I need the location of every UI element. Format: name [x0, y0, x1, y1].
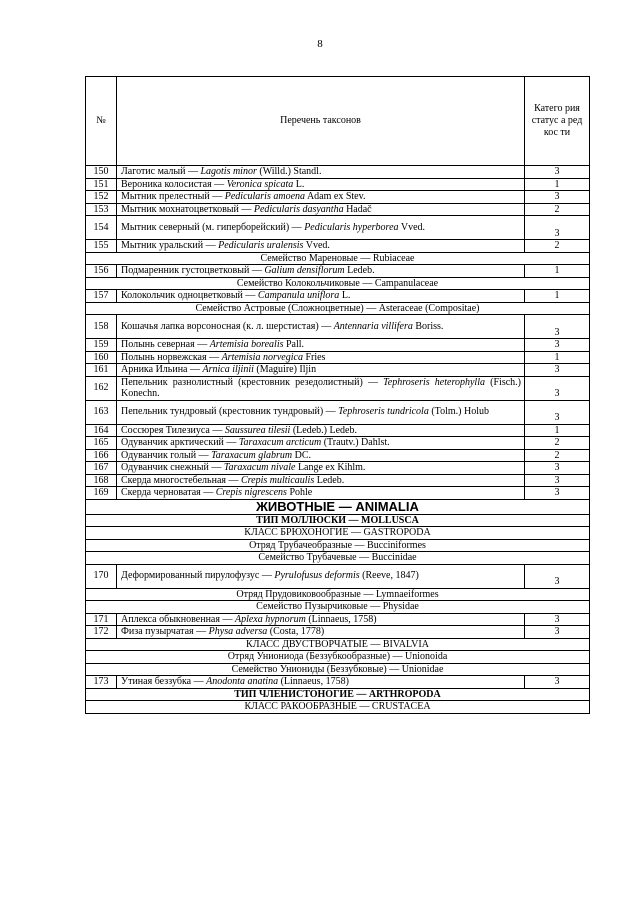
taxon-name	[117, 487, 525, 500]
row-number: 157	[86, 290, 117, 303]
taxon-author: Hadač	[343, 203, 372, 215]
row-number: 159	[86, 339, 117, 352]
header-taxa: Перечень таксонов	[117, 77, 525, 166]
taxon-common-name: Мытник уральский —	[121, 240, 219, 251]
taxon-name	[117, 364, 525, 377]
taxon-common-name: Соссюрея Тилезиуса —	[121, 424, 225, 436]
table-row	[86, 626, 590, 639]
section-title: Отряд Трубачеобразные — Bucciniformes	[86, 539, 590, 552]
taxon-common-name: Колокольчик одноцветковый —	[121, 290, 258, 301]
table-row	[86, 166, 590, 179]
rarity-category: 3	[525, 216, 590, 240]
taxon-author: L.	[339, 290, 351, 301]
section-row	[86, 302, 590, 315]
rarity-category: 3	[525, 315, 590, 339]
row-number: 170	[86, 564, 117, 588]
taxon-common-name: Физа пузырчатая —	[121, 626, 209, 637]
row-number: 161	[86, 364, 117, 377]
taxon-latin-name: Antennaria villifera	[333, 320, 413, 332]
section-title: Отряд Прудовиковообразные — Lymnaeiformes	[86, 588, 590, 601]
rarity-category: 3	[525, 339, 590, 352]
taxon-latin-name: Physa adversa	[208, 626, 268, 637]
taxon-name	[117, 216, 525, 240]
row-number: 162	[86, 376, 117, 400]
taxon-latin-name: Artemisia borealis	[209, 339, 284, 350]
table-row	[86, 449, 590, 462]
rarity-category: 3	[525, 564, 590, 588]
rarity-category: 3	[525, 474, 590, 487]
section-row	[86, 588, 590, 601]
taxon-author: (Ledeb.) Ledeb.	[290, 424, 357, 436]
phylum-row	[86, 514, 590, 527]
section-row	[86, 638, 590, 651]
row-number: 151	[86, 178, 117, 191]
row-number: 167	[86, 462, 117, 475]
rarity-category: 1	[525, 265, 590, 278]
taxon-name	[117, 376, 525, 400]
rarity-category: 1	[525, 290, 590, 303]
taxon-author: Vved.	[398, 221, 426, 233]
taxon-latin-name: Pedicularis amoena	[224, 191, 306, 202]
rarity-category: 3	[525, 626, 590, 639]
taxon-common-name: Кошачья лапка ворсоносная (к. л. шерстистая) —	[121, 320, 334, 332]
taxon-name	[117, 626, 525, 639]
rarity-category: 3	[525, 613, 590, 626]
taxon-author: (Linnaeus, 1758)	[278, 676, 349, 687]
table-row	[86, 364, 590, 377]
row-number: 164	[86, 424, 117, 437]
rarity-category: 1	[525, 351, 590, 364]
table-row	[86, 424, 590, 437]
section-title: Семейство Униониды (Беззубковые) — Unionidae	[86, 663, 590, 676]
taxon-name	[117, 178, 525, 191]
taxon-common-name: Полынь северная —	[121, 339, 210, 350]
table-row	[86, 564, 590, 588]
taxon-name	[117, 564, 525, 588]
taxon-latin-name: Pyrulofusus deformis	[274, 570, 360, 582]
taxa-table	[85, 76, 590, 714]
rarity-category: 3	[525, 462, 590, 475]
taxon-author: DC.	[292, 449, 312, 461]
taxon-latin-name: Lagotis minor	[200, 166, 257, 177]
taxon-common-name: Утиная беззубка —	[121, 676, 207, 687]
taxon-common-name: Пепельник разнолистный (крестовник резедолистный) —	[121, 376, 384, 388]
taxon-latin-name: Aplexa hypnorum	[234, 613, 306, 625]
table-row	[86, 339, 590, 352]
section-title: Семейство Пузырчиковые — Physidae	[86, 601, 590, 614]
rarity-category: 2	[525, 203, 590, 216]
section-title: КЛАСС БРЮХОНОГИЕ — GASTROPODA	[86, 527, 590, 540]
row-number: 171	[86, 613, 117, 626]
taxon-name	[117, 166, 525, 179]
taxon-common-name: Мытник мохнатоцветковый —	[121, 203, 254, 215]
table-row	[86, 265, 590, 278]
taxon-latin-name: Galium densiflorum	[264, 265, 345, 276]
taxon-latin-name: Tephroseris heterophylla	[383, 376, 485, 388]
taxon-common-name: Пепельник тундровый (крестовник тундровый) —	[121, 406, 339, 418]
section-title: Отряд Униониода (Беззубкообразные) — Unionoida	[86, 651, 590, 664]
taxon-author: L.	[293, 178, 305, 190]
section-row	[86, 601, 590, 614]
taxon-latin-name: Artemisia norvegica	[221, 351, 303, 363]
taxon-author: (Maguire) Iljin	[253, 364, 317, 375]
row-number: 155	[86, 240, 117, 253]
row-number: 160	[86, 351, 117, 364]
table-row	[86, 462, 590, 475]
taxon-author: Ledeb.	[314, 474, 345, 486]
table-row	[86, 315, 590, 339]
phylum-title: ТИП МОЛЛЮСКИ — MOLLUSCA	[86, 514, 590, 527]
table-row	[86, 290, 590, 303]
table-header-row	[86, 77, 590, 166]
header-category: Катего рия статус а редкос ти	[525, 77, 590, 166]
section-row	[86, 539, 590, 552]
taxon-common-name: Аплекса обыкновенная —	[121, 613, 235, 625]
taxon-author: Fries	[302, 351, 326, 363]
rarity-category: 3	[525, 191, 590, 204]
taxon-name	[117, 265, 525, 278]
rarity-category: 3	[525, 676, 590, 689]
section-row	[86, 252, 590, 265]
table-row	[86, 216, 590, 240]
kingdom-title: ЖИВОТНЫЕ — ANIMALIA	[86, 499, 590, 514]
taxon-latin-name: Pedicularis dasyantha	[253, 203, 344, 215]
section-title: Семейство Колокольчиковые — Campanulaceae	[86, 277, 590, 290]
taxon-latin-name: Tephroseris tundricola	[338, 406, 429, 418]
phylum-row	[86, 688, 590, 701]
rarity-category: 3	[525, 364, 590, 377]
taxon-author: Lange ex Kihlm.	[295, 462, 366, 473]
taxon-common-name: Одуванчик голый —	[121, 449, 212, 461]
taxon-latin-name: Crepis nigrescens	[215, 487, 287, 498]
rarity-category: 3	[525, 376, 590, 400]
taxon-common-name: Полынь норвежская —	[121, 351, 222, 363]
row-number: 163	[86, 400, 117, 424]
rarity-category: 2	[525, 449, 590, 462]
taxon-name	[117, 351, 525, 364]
taxon-common-name: Мытник прелестный —	[121, 191, 225, 202]
table-row	[86, 487, 590, 500]
table-row	[86, 203, 590, 216]
taxon-name	[117, 400, 525, 424]
kingdom-row	[86, 499, 590, 514]
table-row	[86, 400, 590, 424]
taxon-latin-name: Taraxacum nivale	[223, 462, 296, 473]
row-number: 168	[86, 474, 117, 487]
taxon-latin-name: Anodonta anatina	[206, 676, 279, 687]
taxon-common-name: Одуванчик снежный —	[121, 462, 224, 473]
section-title: Семейство Мареновые — Rubiaceae	[86, 252, 590, 265]
taxon-latin-name: Pedicularis uralensis	[218, 240, 304, 251]
taxon-common-name: Лаготис малый —	[121, 166, 201, 177]
taxon-common-name: Мытник северный (м. гиперборейский) —	[121, 221, 305, 233]
row-number: 153	[86, 203, 117, 216]
section-title: Семейство Астровые (Сложноцветные) — Asteraceae (Compositae)	[86, 302, 590, 315]
table-row	[86, 376, 590, 400]
taxon-latin-name: Veronica spicata	[226, 178, 294, 190]
taxon-latin-name: Taraxacum arcticum	[238, 437, 322, 448]
taxon-latin-name: Crepis multicaulis	[240, 474, 315, 486]
row-number: 150	[86, 166, 117, 179]
taxon-author: (Reeve, 1847)	[359, 570, 419, 582]
rarity-category: 3	[525, 487, 590, 500]
phylum-title: ТИП ЧЛЕНИСТОНОГИЕ — ARTHROPODA	[86, 688, 590, 701]
section-row	[86, 663, 590, 676]
taxon-name	[117, 437, 525, 450]
rarity-category: 2	[525, 240, 590, 253]
rarity-category: 3	[525, 400, 590, 424]
taxon-latin-name: Saussurea tilesii	[224, 424, 291, 436]
rarity-category: 1	[525, 178, 590, 191]
row-number: 158	[86, 315, 117, 339]
taxon-name	[117, 191, 525, 204]
section-row	[86, 527, 590, 540]
table-row	[86, 437, 590, 450]
taxon-common-name: Одуванчик арктический —	[121, 437, 239, 448]
page-number: 8	[317, 38, 323, 50]
header-number: №	[86, 77, 117, 166]
section-row	[86, 277, 590, 290]
table-row	[86, 474, 590, 487]
taxon-name	[117, 290, 525, 303]
table-row	[86, 240, 590, 253]
taxon-name	[117, 240, 525, 253]
taxon-name	[117, 339, 525, 352]
taxon-common-name: Вероника колосистая —	[121, 178, 227, 190]
taxon-common-name: Подмаренник густоцветковый —	[121, 265, 265, 276]
row-number: 156	[86, 265, 117, 278]
taxon-author: Pall.	[283, 339, 305, 350]
section-title: Семейство Трубачевые — Buccinidae	[86, 552, 590, 565]
taxon-author: Pohle	[286, 487, 313, 498]
taxon-name	[117, 676, 525, 689]
taxon-author: Ledeb.	[344, 265, 375, 276]
taxon-latin-name: Pedicularis hyperborea	[304, 221, 399, 233]
section-title: КЛАСС ДВУСТВОРЧАТЫЕ — BIVALVIA	[86, 638, 590, 651]
taxon-name	[117, 315, 525, 339]
row-number: 165	[86, 437, 117, 450]
taxon-author: (Trautv.) Dahlst.	[321, 437, 390, 448]
taxon-common-name: Арника Ильина —	[121, 364, 203, 375]
taxon-common-name: Скерда черноватая —	[121, 487, 216, 498]
taxon-author: (Willd.) Standl.	[256, 166, 322, 177]
taxon-name	[117, 424, 525, 437]
taxon-author: (Costa, 1778)	[267, 626, 325, 637]
rarity-category: 2	[525, 437, 590, 450]
rarity-category: 3	[525, 166, 590, 179]
taxon-author: (Fisch.) Konechn.	[121, 376, 521, 399]
row-number: 169	[86, 487, 117, 500]
taxon-author: Boriss.	[412, 320, 444, 332]
taxon-name	[117, 203, 525, 216]
table-row	[86, 178, 590, 191]
taxon-latin-name: Arnica iljinii	[202, 364, 254, 375]
taxon-name	[117, 474, 525, 487]
taxon-name	[117, 462, 525, 475]
rarity-category: 1	[525, 424, 590, 437]
taxon-author: (Tolm.) Holub	[428, 406, 489, 418]
taxon-latin-name: Taraxacum glabrum	[211, 449, 293, 461]
taxon-latin-name: Campanula uniflora	[257, 290, 340, 301]
taxon-name	[117, 613, 525, 626]
taxon-name	[117, 449, 525, 462]
taxon-author: (Linnaeus, 1758)	[305, 613, 377, 625]
section-row	[86, 552, 590, 565]
row-number: 152	[86, 191, 117, 204]
row-number: 166	[86, 449, 117, 462]
table-row	[86, 191, 590, 204]
section-title: КЛАСС РАКООБРАЗНЫЕ — CRUSTACEA	[86, 701, 590, 714]
table-row	[86, 351, 590, 364]
row-number: 154	[86, 216, 117, 240]
row-number: 172	[86, 626, 117, 639]
section-row	[86, 701, 590, 714]
taxon-author: Adam ex Stev.	[305, 191, 366, 202]
section-row	[86, 651, 590, 664]
taxon-common-name: Деформированный пирулофузус —	[121, 570, 275, 582]
table-row	[86, 676, 590, 689]
taxon-author: Vved.	[303, 240, 330, 251]
table-row	[86, 613, 590, 626]
row-number: 173	[86, 676, 117, 689]
taxon-common-name: Скерда многостебельная —	[121, 474, 241, 486]
